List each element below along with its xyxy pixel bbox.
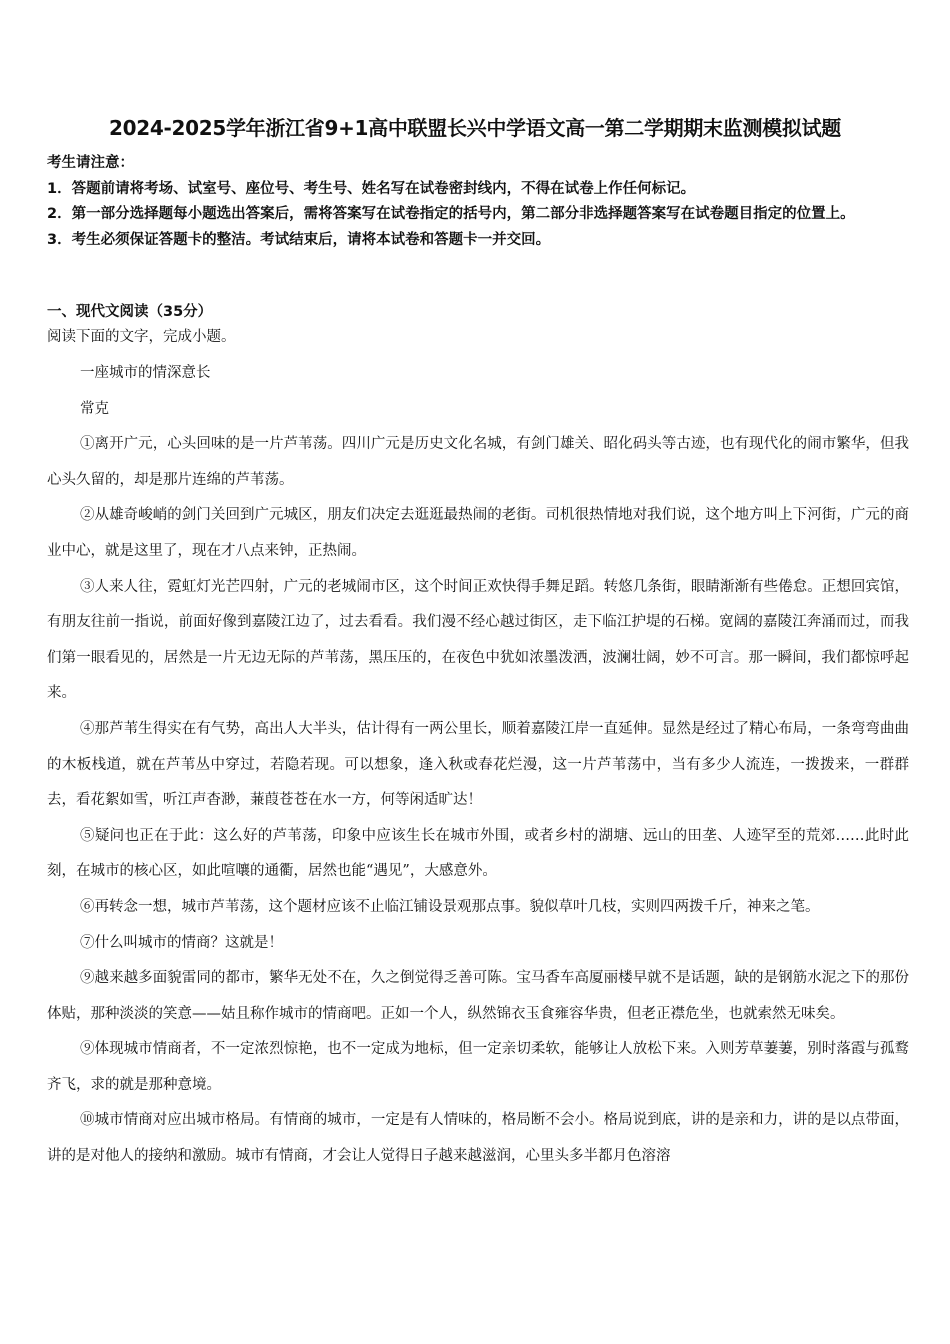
- notice-item: 3．考生必须保证答题卡的整洁。考试结束后，请将本试卷和答题卡一并交回。: [47, 231, 551, 248]
- article-title: 一座城市的情深意长: [80, 365, 211, 381]
- candidate-notice: [47, 151, 907, 253]
- article-paragraph: ⑦什么叫城市的情商？这就是！: [80, 934, 283, 951]
- notice-heading: 考生请注意：: [47, 155, 134, 171]
- article-paragraph: ⑥再转念一想，城市芦苇荡，这个题材应该不止临江铺设景观那点事。貌似草叶几枝，实则四两拨千斤，神来之笔。: [80, 898, 820, 915]
- exam-title: 2024-2025学年浙江省9+1高中联盟长兴中学语文高一第二学期期末监测模拟试题: [109, 116, 841, 140]
- article-paragraph: ⑤疑问也正在于此：这么好的芦苇荡，印象中应该生长在城市外围，或者乡村的湖塘、远山的田垄、人迹罕至的荒郊……此时此刻，在城市的核心区，如此喧嚷的通衢，居然也能“遇见”，大感意外。: [47, 827, 909, 880]
- article-paragraph: ⑨体现城市情商者，不一定浓烈惊艳，也不一定成为地标，但一定亲切柔软，能够让人放松下来。入则芳草萋萋，别时落霞与孤鹜齐飞，求的就是那种意境。: [47, 1041, 909, 1093]
- reading-instruction: 阅读下面的文字，完成小题。: [47, 329, 236, 345]
- notice-item: 1．答题前请将考场、试室号、座位号、考生号、姓名写在试卷密封线内，不得在试卷上作任何标记。: [47, 180, 696, 197]
- article-paragraph: ①离开广元，心头回味的是一片芦苇荡。四川广元是历史文化名城，有剑门雄关、昭化码头等古迹，也有现代化的闹市繁华，但我心头久留的，却是那片连绵的芦苇荡。: [47, 436, 909, 488]
- article-author: 常克: [80, 400, 109, 417]
- section-heading: 一、现代文阅读（35分）: [47, 304, 213, 320]
- notice-item: 2．第一部分选择题每小题选出答案后，需将答案写在试卷指定的括号内，第二部分非选择题答案写在试卷题目指定的位置上。: [47, 206, 855, 222]
- article-paragraph: ③人来人往，霓虹灯光芒四射，广元的老城闹市区，这个时间正欢快得手舞足蹈。转悠几条街，眼睛渐渐有些倦怠。正想回宾馆，有朋友往前一指说，前面好像到嘉陵江边了，过去看看。我们漫不经心越过街区，走下临江护堤的石梯。宽阔的嘉陵江奔涌而过，而我们第一眼看见的，居然是一片无边无际的芦苇荡，黑压压的，在夜色中犹如浓墨泼洒，波澜壮阔，妙不可言。那一瞬间，我们都惊呼起来。: [47, 578, 909, 702]
- article-paragraph: ⑨越来越多面貌雷同的都市，繁华无处不在，久之倒觉得乏善可陈。宝马香车高厦丽楼早就不是话题，缺的是钢筋水泥之下的那份体贴，那种淡淡的笑意——姑且称作城市的情商吧。正如一个人，纵然锦衣玉食雍容华贵，但老正襟危坐，也就索然无味矣。: [47, 970, 909, 1022]
- article-paragraph: ④那芦苇生得实在有气势，高出人大半头，估计得有一两公里长，顺着嘉陵江岸一直延伸。显然是经过了精心布局，一条弯弯曲曲的木板栈道，就在芦苇丛中穿过，若隐若现。可以想象，逢入秋或春花烂漫，这一片芦苇荡中，当有多少人流连，一拨拨来，一群群去，看花絮如雪，听江声杳渺，蒹葭苍苍在水一方，何等闲适旷达！: [47, 720, 909, 809]
- article-paragraph: ②从雄奇峻峭的剑门关回到广元城区，朋友们决定去逛逛最热闹的老街。司机很热情地对我们说，这个地方叫上下河街，广元的商业中心，就是这里了，现在才八点来钟，正热闹。: [47, 507, 909, 559]
- article-paragraph: ⑩城市情商对应出城市格局。有情商的城市，一定是有人情味的，格局断不会小。格局说到底，讲的是亲和力，讲的是以点带面，讲的是对他人的接纳和激励。城市有情商，才会让人觉得日子越来越滋润，心里头多半都月色溶溶: [47, 1112, 909, 1165]
- article: [47, 356, 909, 1175]
